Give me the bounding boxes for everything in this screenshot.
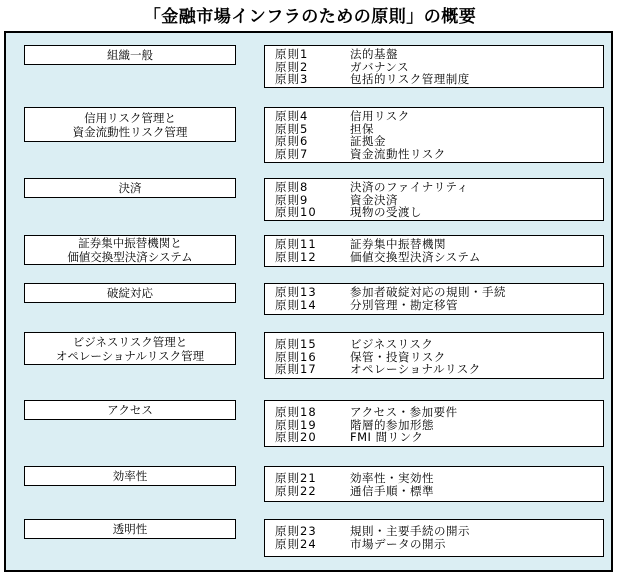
principle-row — [275, 406, 603, 419]
principles-box-transparency — [264, 519, 604, 557]
principle-number: 原則6 — [275, 134, 309, 149]
principles-box-default-management — [264, 283, 604, 315]
principle-name: 証券集中振替機関 — [350, 237, 446, 251]
principle-number: 原則10 — [275, 205, 317, 220]
principle-name: 担保 — [350, 121, 374, 136]
principle-row — [275, 338, 603, 351]
principle-number: 原則24 — [275, 536, 317, 551]
principle-row — [275, 538, 603, 551]
principle-name: 通信手順・標準 — [350, 483, 434, 498]
principle-number: 原則5 — [275, 121, 309, 136]
principle-name: 証拠金 — [350, 134, 386, 149]
principles-box-csd-exchange-settlement — [264, 235, 604, 267]
principle-name: オペレーショナルリスク — [350, 362, 481, 377]
principle-number: 原則16 — [275, 349, 317, 364]
principle-number: 原則22 — [275, 483, 317, 498]
category-label: 組織一般 — [107, 48, 153, 62]
principle-name: 信用リスク — [350, 109, 410, 123]
principle-number: 原則17 — [275, 362, 317, 377]
principles-panel — [4, 31, 613, 572]
principle-name: 参加者破綻対応の規則・手続 — [350, 285, 506, 299]
principle-name: 保管・投資リスク — [350, 349, 446, 364]
category-label: 価値交換型決済システム — [67, 250, 193, 264]
principle-name: ビジネスリスク — [350, 337, 434, 351]
category-credit-liquidity-risk — [24, 107, 236, 142]
principles-box-access — [264, 400, 604, 447]
principle-number: 原則13 — [275, 285, 317, 299]
principle-name: アクセス・参加要件 — [350, 405, 458, 419]
category-label: 効率性 — [112, 469, 148, 483]
principles-box-efficiency — [264, 466, 604, 502]
category-efficiency — [24, 466, 236, 486]
principle-row — [275, 419, 603, 432]
principle-row — [275, 286, 603, 299]
principle-name: 効率性・実効性 — [350, 471, 434, 485]
principle-name: 市場データの開示 — [350, 536, 446, 551]
principle-name: 規則・主要手続の開示 — [350, 524, 470, 538]
principle-number: 原則18 — [275, 405, 317, 419]
page-title: 「金融市場インフラのための原則」の概要 — [143, 7, 477, 27]
principle-number: 原則1 — [275, 47, 309, 61]
principles-box-settlement — [264, 178, 604, 221]
principle-row — [275, 181, 603, 194]
principle-row — [275, 123, 603, 136]
principle-name: ガバナンス — [350, 59, 410, 74]
principle-number: 原則20 — [275, 430, 317, 445]
principle-name: 階層的参加形態 — [350, 417, 434, 432]
category-default-management — [24, 283, 236, 303]
principle-number: 原則2 — [275, 59, 309, 74]
principle-number: 原則15 — [275, 337, 317, 351]
principles-box-business-operational-risk — [264, 332, 604, 379]
principle-row — [275, 525, 603, 538]
category-label: 決済 — [118, 181, 142, 195]
principle-name: 分別管理・勘定移管 — [350, 297, 458, 312]
principle-name: 法的基盤 — [350, 47, 398, 61]
principle-row — [275, 206, 603, 219]
principle-row — [275, 472, 603, 485]
principle-row — [275, 238, 603, 251]
principle-number: 原則7 — [275, 147, 309, 162]
principle-number: 原則12 — [275, 249, 317, 264]
principle-row — [275, 48, 603, 61]
category-transparency — [24, 519, 236, 539]
principles-box-general-organization — [264, 45, 604, 88]
principle-number: 原則23 — [275, 524, 317, 538]
category-business-operational-risk — [24, 332, 236, 365]
category-access — [24, 400, 236, 420]
category-label: 透明性 — [112, 522, 148, 536]
principles-box-credit-liquidity-risk — [264, 107, 604, 163]
principle-number: 原則11 — [275, 237, 317, 251]
category-label: 資金流動性リスク管理 — [72, 124, 188, 139]
principle-number: 原則9 — [275, 192, 309, 207]
principle-number: 原則19 — [275, 417, 317, 432]
principle-name: 現物の受渡し — [350, 205, 422, 220]
principle-name: 資金決済 — [350, 192, 398, 207]
category-label: 証券集中振替機関と — [78, 236, 182, 250]
principle-row — [275, 485, 603, 498]
category-label: ビジネスリスク管理と — [72, 334, 188, 349]
principle-number: 原則21 — [275, 471, 317, 485]
principle-name: FMI 間リンク — [350, 430, 424, 445]
principle-name: 価値交換型決済システム — [350, 249, 481, 264]
principle-row — [275, 148, 603, 161]
principle-row — [275, 110, 603, 123]
principle-number: 原則3 — [275, 72, 309, 87]
category-settlement — [24, 178, 236, 198]
principle-row — [275, 363, 603, 376]
principle-name: 資金流動性リスク — [350, 147, 446, 162]
principle-number: 原則14 — [275, 297, 317, 312]
principle-name: 包括的リスク管理制度 — [350, 72, 470, 87]
principle-row — [275, 431, 603, 444]
category-label: 破綻対応 — [107, 286, 153, 300]
principle-number: 原則4 — [275, 109, 309, 123]
principle-row — [275, 194, 603, 207]
principle-number: 原則8 — [275, 180, 309, 194]
category-general-organization — [24, 45, 236, 65]
principle-name: 決済のファイナリティ — [350, 180, 469, 194]
category-label: 信用リスク管理と — [84, 110, 176, 125]
principle-row — [275, 251, 603, 264]
category-csd-exchange-settlement — [24, 235, 236, 265]
category-label: アクセス — [107, 403, 153, 417]
principle-row — [275, 73, 603, 86]
category-label: オペレーショナルリスク管理 — [55, 348, 205, 363]
principle-row — [275, 299, 603, 312]
